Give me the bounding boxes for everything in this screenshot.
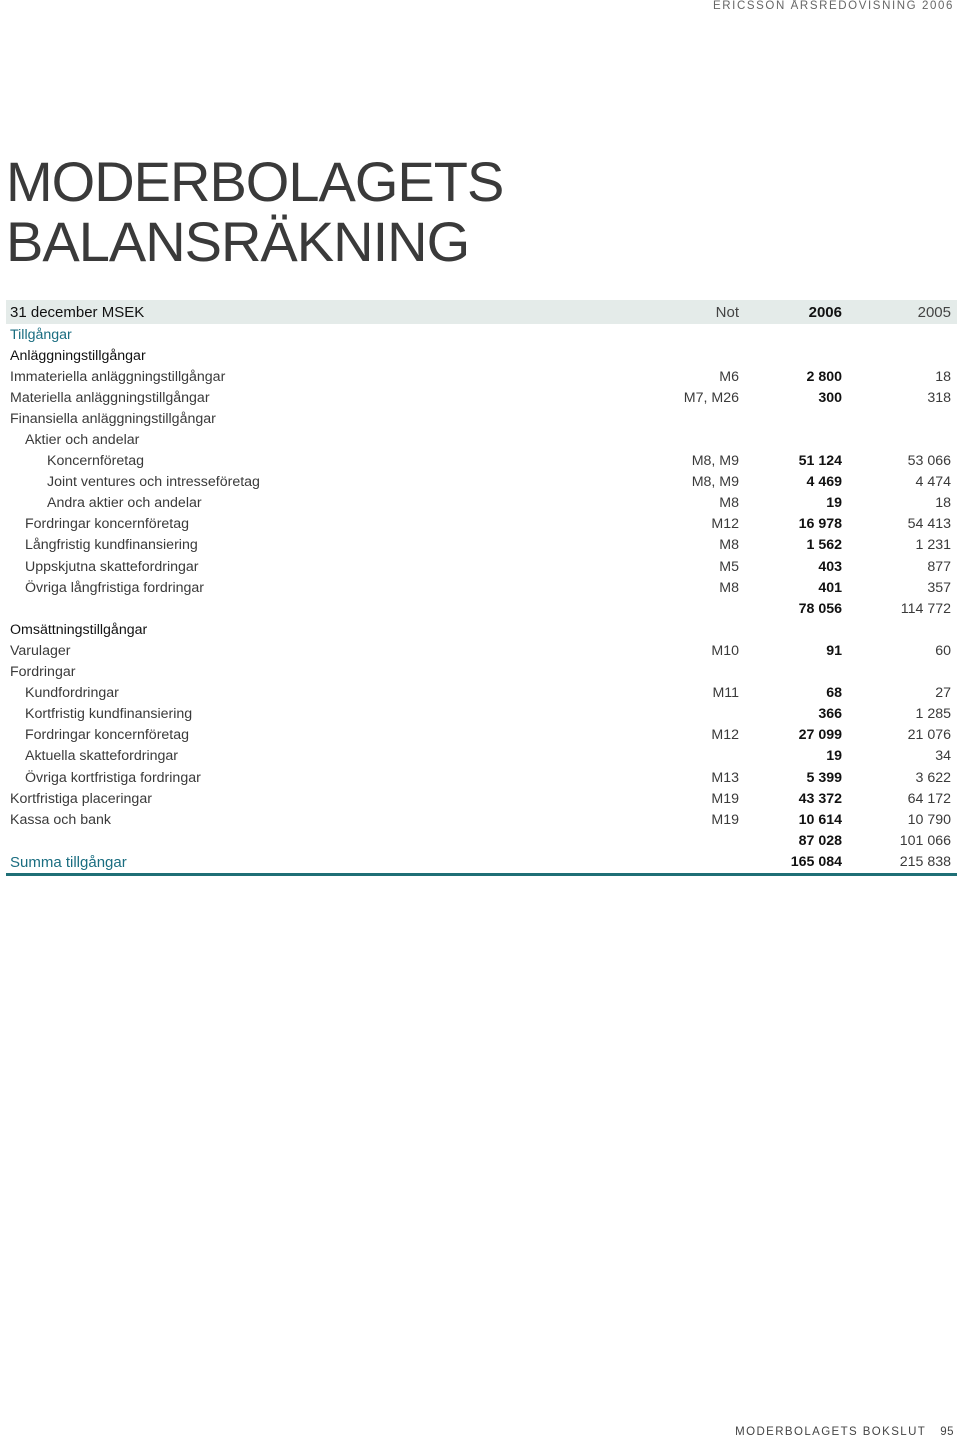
row-value-2005: 60	[935, 642, 951, 659]
table-row	[6, 683, 957, 704]
page-footer	[735, 1426, 954, 1438]
row-value-2005: 114 772	[900, 600, 951, 617]
row-note: M12	[711, 516, 739, 533]
row-value-2005: 357	[927, 579, 951, 596]
row-value-2005: 18	[935, 495, 951, 512]
page-title	[6, 152, 503, 272]
row-value-2005: 318	[927, 389, 951, 406]
row-value-2005: 21 076	[907, 727, 951, 744]
table-header-row	[6, 300, 957, 324]
table-row	[6, 535, 957, 556]
row-note: M5	[719, 558, 739, 575]
column-header-2006: 2006	[808, 303, 842, 321]
table-row	[6, 345, 957, 366]
row-value-2006: 4 469	[806, 474, 842, 491]
subtotal-row	[6, 598, 957, 619]
row-note: M7, M26	[683, 389, 739, 406]
row-value-2006: 403	[818, 558, 842, 575]
row-label: Övriga långfristiga fordringar	[25, 579, 204, 596]
table-row	[6, 556, 957, 577]
row-value-2006: 87 028	[798, 832, 842, 849]
row-value-2005: 1 285	[915, 706, 951, 723]
row-value-2006: 43 372	[798, 790, 842, 807]
balance-sheet-table	[6, 300, 957, 876]
table-row	[6, 767, 957, 788]
row-note: M19	[711, 811, 739, 828]
row-note: M10	[711, 642, 739, 659]
row-note: M8	[719, 579, 739, 596]
table-row	[6, 472, 957, 493]
table-row	[6, 577, 957, 598]
row-label: Immateriella anläggningstillgångar	[10, 368, 226, 385]
row-value-2006: 5 399	[806, 769, 842, 786]
column-header-2005: 2005	[917, 303, 951, 321]
row-value-2006: 68	[826, 685, 842, 702]
row-note: M13	[711, 769, 739, 786]
table-row	[6, 387, 957, 408]
subtotal-row	[6, 830, 957, 851]
row-note: M8	[719, 495, 739, 512]
row-label: Joint ventures och intresseföretag	[47, 474, 260, 491]
row-label: Kassa och bank	[10, 811, 111, 828]
total-row	[6, 851, 957, 876]
row-note: M8	[719, 537, 739, 554]
row-label: Fordringar koncernföretag	[25, 516, 190, 533]
table-row	[6, 493, 957, 514]
row-label: Koncernföretag	[47, 453, 145, 470]
row-value-2005: 101 066	[899, 832, 951, 849]
table-row	[6, 429, 957, 450]
row-label: Uppskjutna skattefordringar	[25, 558, 199, 575]
row-value-2006: 300	[818, 389, 842, 406]
table-row	[6, 809, 957, 830]
row-label: Fordringar	[10, 664, 76, 681]
row-value-2006: 2 800	[806, 368, 842, 385]
row-note: M11	[712, 685, 739, 702]
row-label: Aktier och andelar	[25, 432, 140, 449]
row-value-2006: 19	[826, 748, 842, 765]
table-row	[6, 514, 957, 535]
row-value-2006: 16 978	[798, 516, 842, 533]
row-value-2006: 10 614	[798, 811, 842, 828]
row-value-2005: 10 790	[907, 811, 951, 828]
row-label: Kundfordringar	[25, 685, 119, 702]
row-label: Övriga kortfristiga fordringar	[25, 769, 201, 786]
row-note: M8, M9	[691, 453, 739, 470]
table-row	[6, 640, 957, 661]
table-row	[6, 725, 957, 746]
row-value-2005: 4 474	[915, 474, 951, 491]
row-label: Fordringar koncernföretag	[25, 727, 190, 744]
row-value-2006: 78 056	[798, 600, 842, 617]
row-value-2005: 64 172	[907, 790, 951, 807]
row-value-2005: 27	[935, 685, 951, 702]
row-value-2006: 366	[818, 706, 842, 723]
row-label: Aktuella skattefordringar	[25, 748, 178, 765]
row-value-2006: 1 562	[806, 537, 842, 554]
row-value-2005: 54 413	[907, 516, 951, 533]
row-value-2006: 91	[826, 642, 842, 659]
table-row	[6, 451, 957, 472]
page-title-line-1: MODERBOLAGETS	[6, 150, 504, 213]
running-header: ERICSSON ÅRSREDOVISNING 2006	[713, 0, 954, 12]
column-header-note: Not	[715, 303, 739, 321]
table-row	[6, 704, 957, 725]
table-row	[6, 619, 957, 640]
row-label: Varulager	[10, 642, 71, 659]
row-value-2005: 18	[935, 368, 951, 385]
row-value-2005: 34	[935, 748, 951, 765]
row-value-2006: 401	[818, 579, 842, 596]
page-number: 95	[940, 1426, 954, 1438]
row-label: Finansiella anläggningstillgångar	[10, 410, 216, 427]
row-label: Omsättningstillgångar	[10, 621, 148, 638]
row-note: M19	[711, 790, 739, 807]
row-value-2005: 1 231	[915, 537, 951, 554]
row-value-2005: 877	[927, 558, 951, 575]
table-row	[6, 366, 957, 387]
row-note: M6	[719, 368, 739, 385]
row-value-2005: 53 066	[907, 453, 951, 470]
row-label: Anläggningstillgångar	[10, 347, 146, 364]
row-value-2006: 165 084	[790, 854, 842, 871]
row-label: Kortfristiga placeringar	[10, 790, 152, 807]
row-label: Tillgångar	[10, 326, 72, 343]
row-value-2005: 215 838	[899, 854, 951, 871]
row-label: Kortfristig kundfinansiering	[25, 706, 193, 723]
table-row	[6, 324, 957, 345]
row-note: M8, M9	[691, 474, 739, 491]
row-label: Materiella anläggningstillgångar	[10, 389, 210, 406]
footer-section: MODERBOLAGETS BOKSLUT	[735, 1426, 927, 1438]
row-label: Summa tillgångar	[10, 853, 127, 871]
row-value-2005: 3 622	[915, 769, 951, 786]
row-note: M12	[711, 727, 739, 744]
row-label: Andra aktier och andelar	[47, 495, 202, 512]
row-value-2006: 19	[826, 495, 842, 512]
row-value-2006: 27 099	[798, 727, 842, 744]
table-row	[6, 662, 957, 683]
row-label: Långfristig kundfinansiering	[25, 537, 198, 554]
table-row	[6, 746, 957, 767]
table-row	[6, 408, 957, 429]
page-title-line-2: BALANSRÄKNING	[6, 210, 470, 273]
row-value-2006: 51 124	[798, 453, 842, 470]
column-header-label: 31 december MSEK	[10, 303, 145, 321]
table-row	[6, 788, 957, 809]
